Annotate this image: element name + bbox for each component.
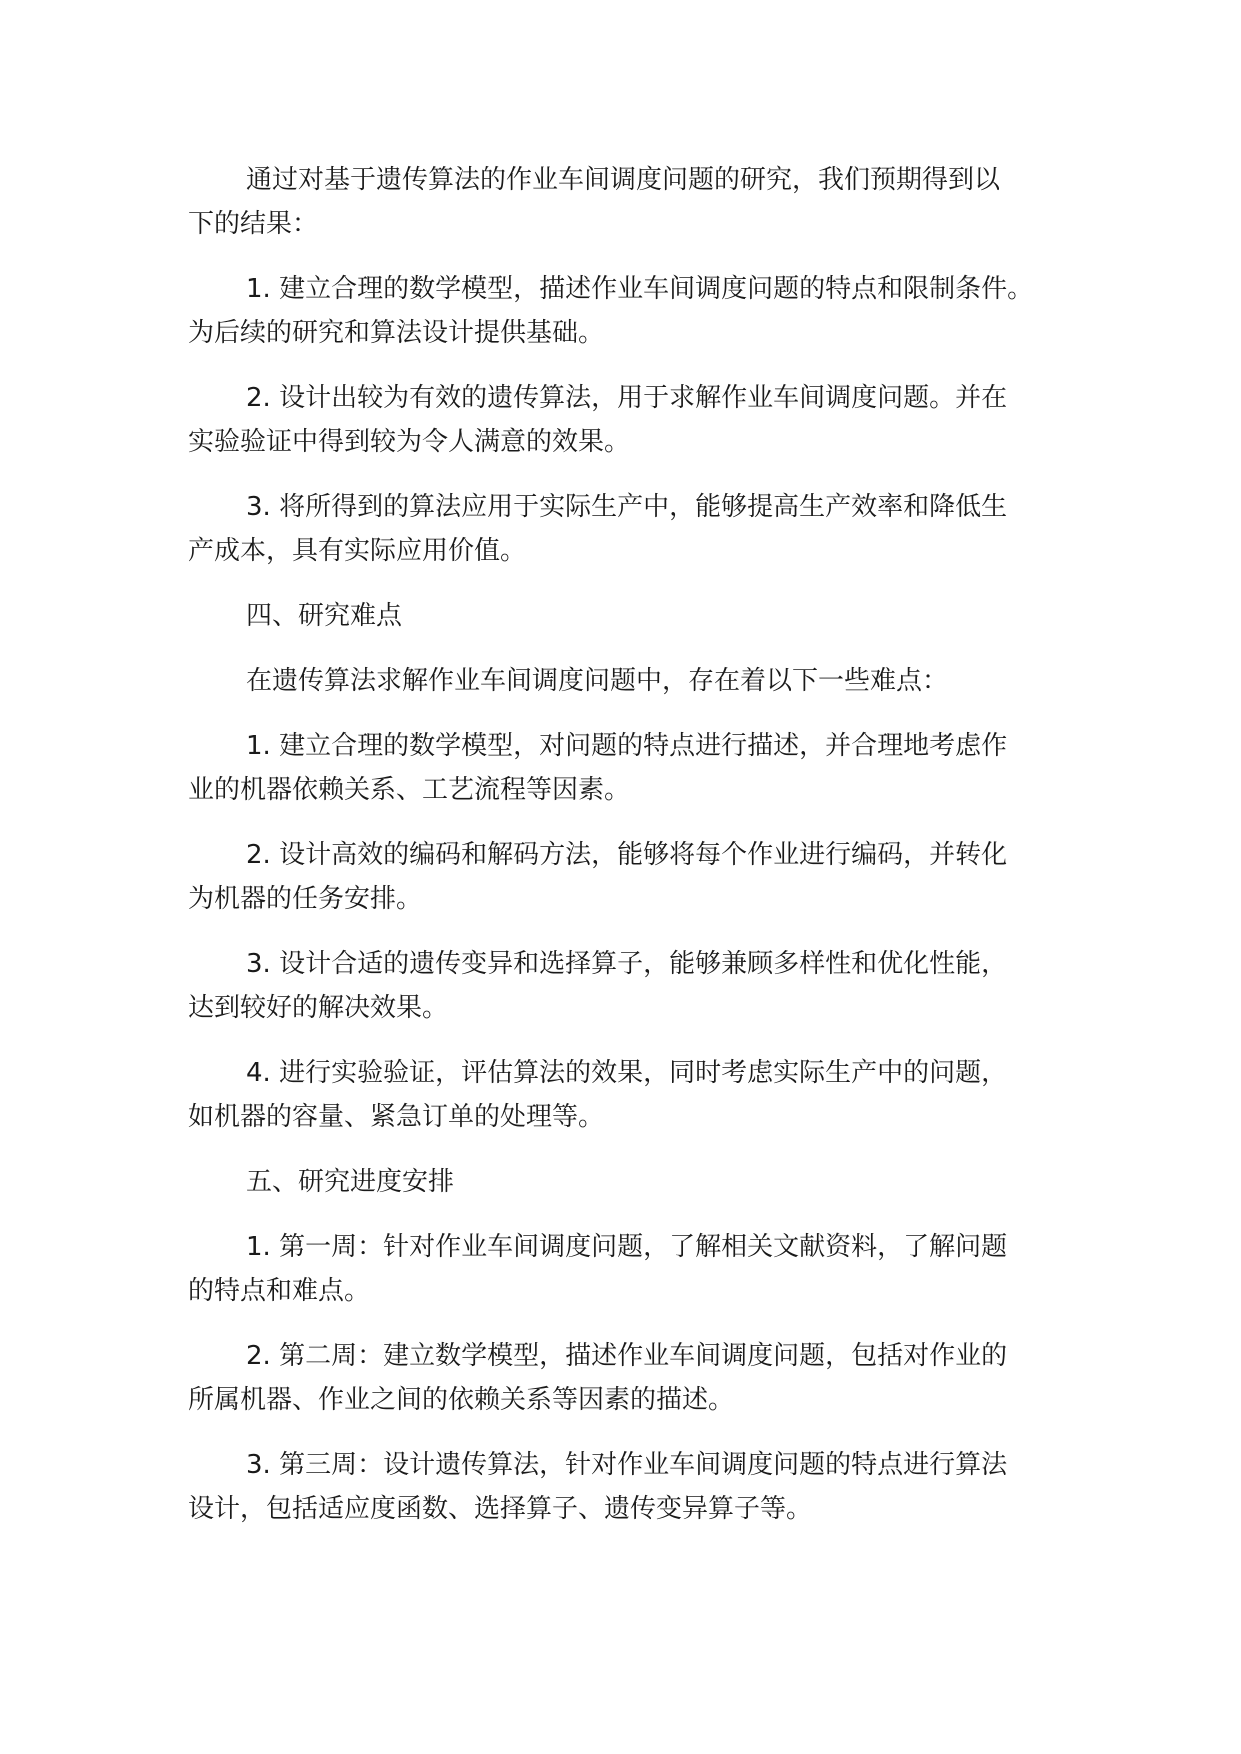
paragraph-difficulty-1 <box>188 724 1068 812</box>
text-line: 3. 第三周：设计遗传算法，针对作业车间调度问题的特点进行算法 <box>246 1450 1008 1480</box>
paragraph-difficulty-4 <box>188 1051 1068 1139</box>
text-line: 所属机器、作业之间的依赖关系等因素的描述。 <box>188 1385 735 1415</box>
text-line: 四、研究难点 <box>246 601 403 631</box>
section-heading-schedule <box>188 1160 1068 1204</box>
paragraph-week-3 <box>188 1443 1068 1531</box>
text-line: 如机器的容量、紧急订单的处理等。 <box>188 1102 605 1132</box>
text-line: 1. 建立合理的数学模型，描述作业车间调度问题的特点和限制条件。 <box>246 274 1034 304</box>
paragraph-result-3 <box>188 485 1068 573</box>
text-line: 的特点和难点。 <box>188 1276 371 1306</box>
text-line: 在遗传算法求解作业车间调度问题中，存在着以下一些难点： <box>246 666 949 696</box>
text-line: 为机器的任务安排。 <box>188 884 423 914</box>
paragraph-week-1 <box>188 1225 1068 1313</box>
paragraph-difficulty-2 <box>188 833 1068 921</box>
paragraph-result-2 <box>188 376 1068 464</box>
text-line: 设计，包括适应度函数、选择算子、遗传变异算子等。 <box>188 1494 813 1524</box>
paragraph-difficulties-intro <box>188 659 1068 703</box>
paragraph-result-1 <box>188 267 1068 355</box>
text-line: 达到较好的解决效果。 <box>188 993 449 1023</box>
text-line: 2. 第二周：建立数学模型，描述作业车间调度问题，包括对作业的 <box>246 1341 1008 1371</box>
section-heading-difficulties <box>188 594 1068 638</box>
text-line: 下的结果： <box>188 209 319 239</box>
text-line: 产成本，具有实际应用价值。 <box>188 536 527 566</box>
text-line: 2. 设计出较为有效的遗传算法，用于求解作业车间调度问题。并在 <box>246 383 1008 413</box>
paragraph-expected-results-intro <box>188 158 1068 246</box>
text-line: 为后续的研究和算法设计提供基础。 <box>188 318 605 348</box>
paragraph-difficulty-3 <box>188 942 1068 1030</box>
text-line: 业的机器依赖关系、工艺流程等因素。 <box>188 775 631 805</box>
text-line: 1. 第一周：针对作业车间调度问题，了解相关文献资料，了解问题 <box>246 1232 1008 1262</box>
text-line: 五、研究进度安排 <box>246 1167 455 1197</box>
document-body <box>188 158 1068 1552</box>
text-line: 通过对基于遗传算法的作业车间调度问题的研究，我们预期得到以 <box>246 165 1001 195</box>
text-line: 4. 进行实验验证，评估算法的效果，同时考虑实际生产中的问题， <box>246 1058 1008 1088</box>
text-line: 2. 设计高效的编码和解码方法，能够将每个作业进行编码，并转化 <box>246 840 1008 870</box>
text-line: 3. 设计合适的遗传变异和选择算子，能够兼顾多样性和优化性能， <box>246 949 1008 979</box>
text-line: 1. 建立合理的数学模型，对问题的特点进行描述，并合理地考虑作 <box>246 731 1008 761</box>
paragraph-week-2 <box>188 1334 1068 1422</box>
text-line: 实验验证中得到较为令人满意的效果。 <box>188 427 631 457</box>
text-line: 3. 将所得到的算法应用于实际生产中，能够提高生产效率和降低生 <box>246 492 1008 522</box>
